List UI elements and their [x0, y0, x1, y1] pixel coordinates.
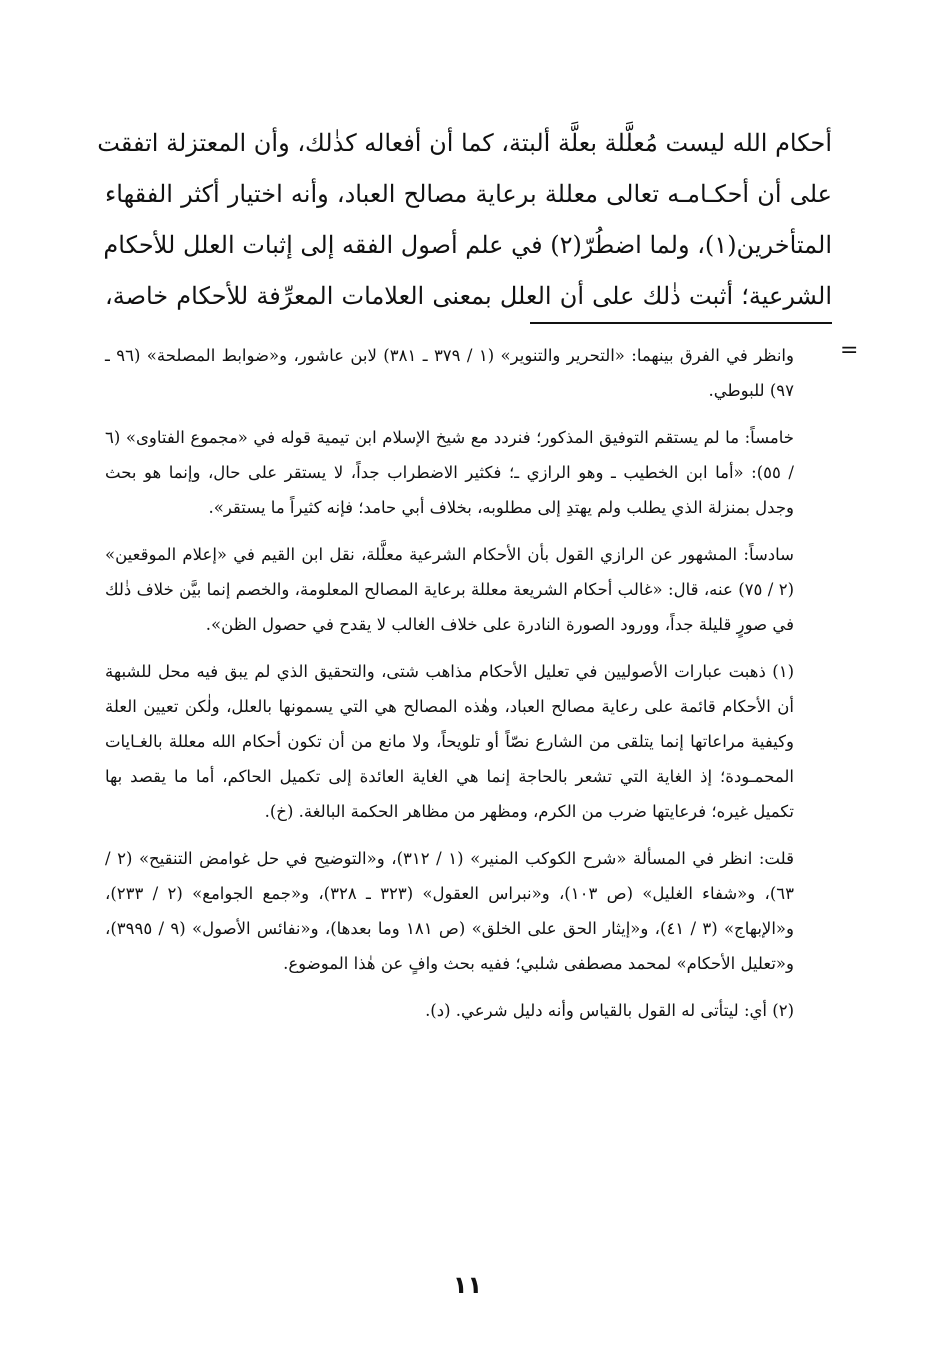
footnote-separator	[530, 322, 832, 324]
footnote-paragraph: سادساً: المشهور عن الرازي القول بأن الأحكام الشرعية معلَّلة، نقل ابن القيم في «إعلام الموقعين» (٢ / ٧٥) عنه، قال: «غالب أحكام الشريعة معللة برعاية المصالح المعلومة، والخصم إنما بيَّن خلاف ذٰلك في صورٍ قليلة جداً، وورود الصورة النادرة على خلاف الغالب لا يقدح في حصول الظن».	[105, 545, 794, 634]
footnotes	[105, 338, 832, 1040]
footnote-2: (٢) أي: ليتأتى له القول بالقياس وأنه دليل شرعي. (د).	[425, 1001, 794, 1020]
footnote-1: (١) ذهبت عبارات الأصوليين في تعليل الأحكام مذاهب شتى، والتحقيق الذي لم يبق فيه محل للشبهة أن الأحكام قائمة على رعاية مصالح العباد، وهٰذه المصالح هي التي يسمونها بالعلل، ولٰكن تعيين العلة وكيفية مراعاتها إنما يتلقى من الشارع نصّاً أو تلويحاً، ولا مانع من أن تكون أحكام الله معللة بالغـايات المحمـودة؛ إذ الغاية التي تشعر بالحاجة إنما هي الغاية العائدة إلى تكميل الحاكم، أما ما يقصد بها تكميل غيره؛ فرعايتها ضرب من الكرم، ومظهر من مظاهر الحكمة البالغة. (خ).	[105, 662, 794, 821]
footnote-paragraph: وانظر في الفرق بينهما: «التحرير والتنوير» (١ / ٣٧٩ ـ ٣٨١) لابن عاشور، و«ضوابط المصلحة» (٩٦ ـ ٩٧) للبوطي.	[105, 346, 794, 400]
continuation-mark: =	[840, 338, 859, 363]
main-text-line: الشرعية؛ أثبت ذٰلك على أن العلل بمعنى العلامات المعرِّفة للأحكام خاصة،	[105, 282, 832, 310]
main-text-line: أحكام الله ليست مُعلَّلة بعلَّة ألبتة، كما أن أفعاله كذٰلك، وأن المعتزلة اتفقت	[97, 129, 832, 157]
footnote-paragraph: خامساً: ما لم يستقم التوفيق المذكور؛ فنردد مع شيخ الإسلام ابن تيمية قوله في «مجموع الفتاوى» (٦ / ٥٥): «أما ابن الخطيب ـ وهو الرازي ـ؛ فكثير الاضطراب جداً، لا يستقر على حال، وإنما هو بحث وجدل بمنزلة الذي يطلب ولم يهتدِ إلى مطلوبه، بخلاف أبي حامد؛ فإنه كثيراً ما يستقر».	[105, 428, 794, 517]
footnote-paragraph: قلت: انظر في المسألة «شرح الكوكب المنير» (١ / ٣١٢)، و«التوضيح في حل غوامض التنقيح» (٢ / ٦٣)، و«شفاء الغليل» (ص ١٠٣)، و«نبراس العقول» (٣٢٣ ـ ٣٢٨)، و«جمع الجوامع» (٢ / ٢٣٣)، و«الإبهاج» (٣ / ٤١)، و«إيثار الحق على الخلق» (ص ١٨١ وما بعدها)، و«نفائس الأصول» (٩ / ٣٩٩٥)، و«تعليل الأحكام» لمحمد مصطفى شلبي؛ ففيه بحث وافٍ عن هٰذا الموضوع.	[105, 849, 794, 973]
main-text-line: على أن أحكـامـه تعالى معللة برعاية مصالح العباد، وأنه اختيار أكثر الفقهاء	[105, 180, 832, 208]
main-text-line: المتأخرين(١)، ولما اضطُرّ(٢) في علم أصول الفقه إلى إثبات العلل للأحكام	[103, 231, 832, 259]
main-text	[97, 118, 832, 322]
page-number: ١١	[452, 1271, 483, 1299]
